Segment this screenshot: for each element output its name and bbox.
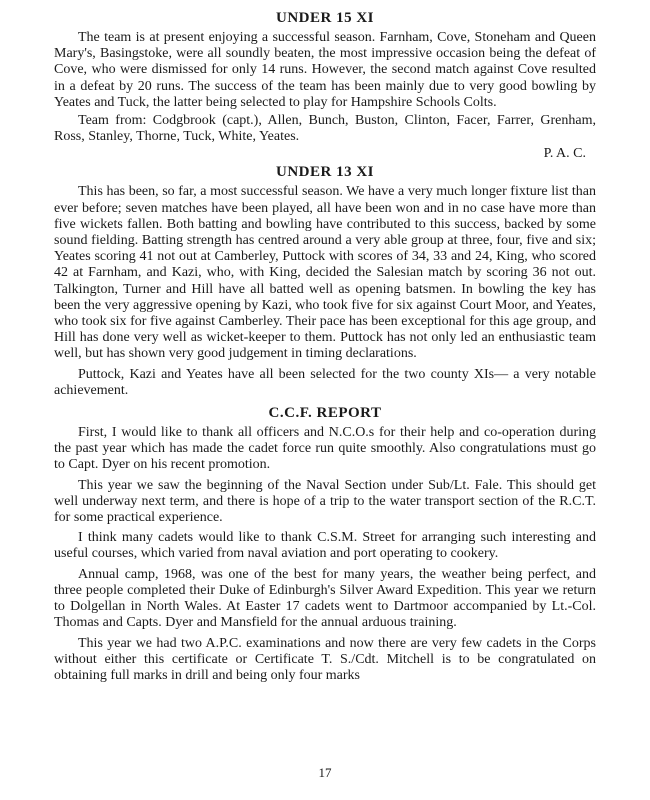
under15-author-initials: P. A. C. [543,146,586,162]
ccf-paragraph-3: I think many cadets would like to thank C.S.M. Street for arranging such interesting and useful courses, which varied from naval aviation and port operating to cookery. [54,530,596,562]
under13-heading: UNDER 13 XI [275,164,374,181]
under15-team-list: Team from: Codgbrook (capt.), Allen, Bunch, Buston, Clinton, Facer, Farrer, Grenham, Ross, Stanley, Thorne, Tuck, White, Yeates. [54,113,596,145]
ccf-paragraph-1: First, I would like to thank all officers and N.C.O.s for their help and co-operation during the past year which has made the cadet force run quite smoothly. Also congratulations must go to Capt. Dyer on his recent promotion. [54,425,596,473]
under13-paragraph-2: Puttock, Kazi and Yeates have all been selected for the two county XIs— a very notable achievement. [54,366,596,398]
ccf-paragraph-2: This year we saw the beginning of the Naval Section under Sub/Lt. Fale. This should get well underway next term, and there is hope of a trip to the water transport section of the R.C.T. for some practical experience. [54,477,596,526]
page-number: 17 [318,765,332,780]
under15-heading: UNDER 15 XI [275,10,374,26]
ccf-paragraph-5: This year we had two A.P.C. examinations and now there are very few cadets in the Corps without either this certificate or Certificate T. S./Cdt. Mitchell is to be congratulated on obtaining full marks in drill and being only four marks [54,635,596,683]
under15-paragraph-1: The team is at present enjoying a successful season. Farnham, Cove, Stoneham and Queen Mary's, Basingstoke, were all soundly beaten, the most impressive occasion being the defeat of Cove, who were dismissed for only 14 runs. However, the second match against Cove resulted in a defeat by 20 runs. The success of the team has been mainly due to very good bowling by Yeates and Tuck, the latter being selected to play for Hampshire Schools Colts. [54,30,596,110]
under13-paragraph-1: This has been, so far, a most successful season. We have a very much longer fixture list than ever before; seven matches have been played, all have been won and in no case have more than five wickets fallen. Both batting and bowling have contributed to this success, backed by some sound fielding. Batting strength has centred around a very able group at three, four, five and six; Yeates scoring 41 not out at Camberley, Puttock with scores of 34, 33 and 24, King, who scored 42 at Farnham, and Kazi, who, with King, decided the Salesian match by scoring 36 not out. Talkington, Turner and Hill have all batted well as opening batsmen. In bowling the key has been the very aggressive opening by Kazi, who took five for six against Court Moor, and Yeates, who took six for five against Camberley. Their pace has been exceptional for this age group, and Hill has done very well as wicket-keeper to them. Puttock has not only led an enthusiastic team well, but has shown very good judgement in timing declarations. [54,184,596,362]
ccf-report-heading: C.C.F. REPORT [268,405,382,422]
ccf-paragraph-4: Annual camp, 1968, was one of the best for many years, the weather being perfect, and three people completed their Duke of Edinburgh's Silver Award Expedition. This year we return to Dolgellan in North Wales. At Easter 17 cadets went to Dartmoor accompanied by Lt.-Col. Thomas and Capts. Dyer and Mansfield for the annual arduous training. [54,566,596,631]
